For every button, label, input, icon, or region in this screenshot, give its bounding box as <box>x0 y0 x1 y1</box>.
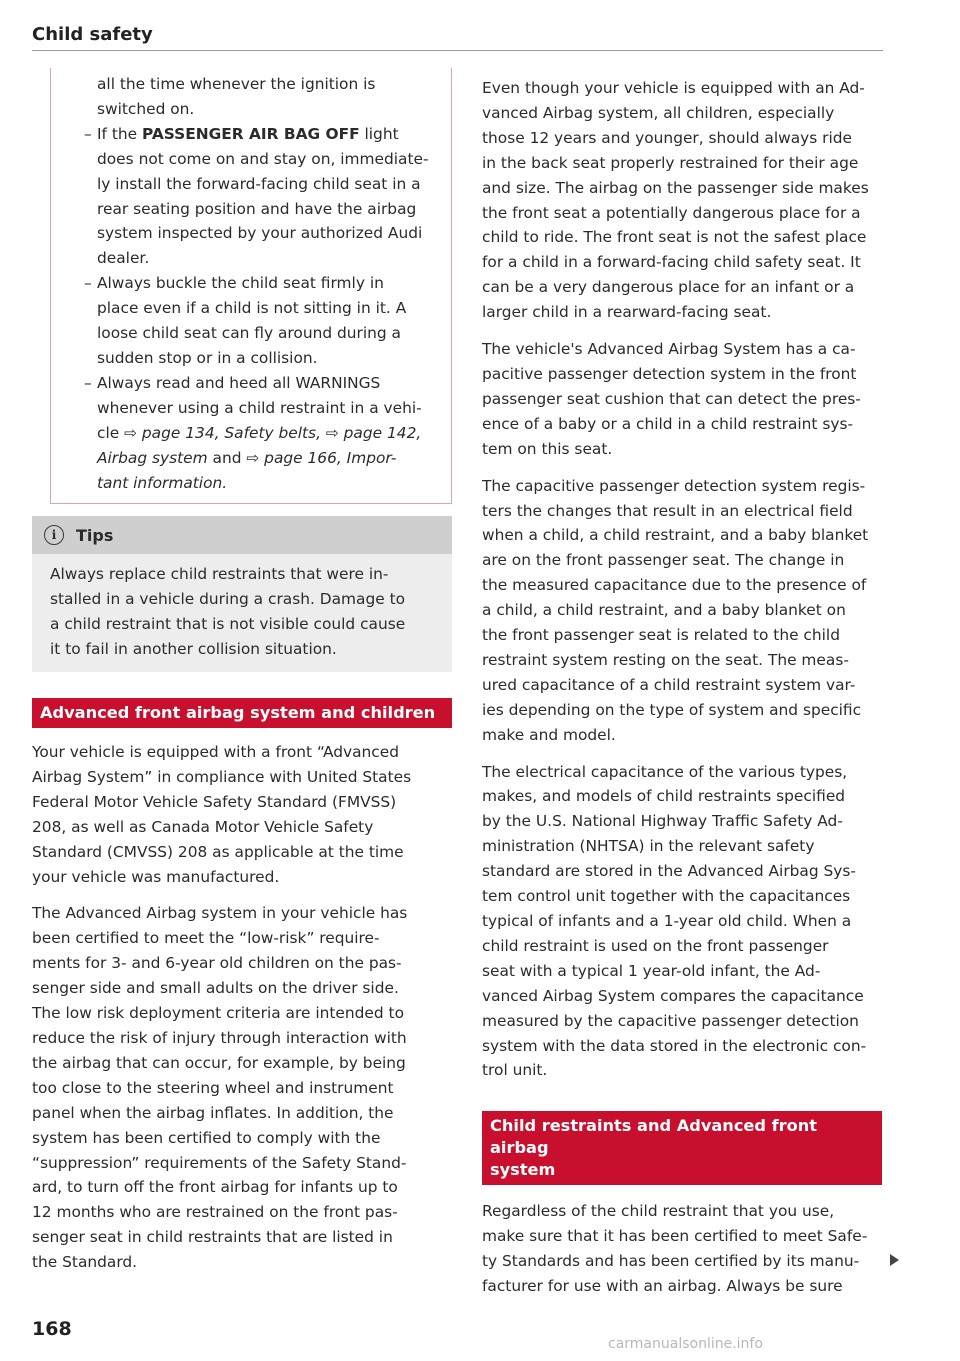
warning-line: rear seating position and have the airbag <box>97 199 417 218</box>
text-line: ministration (NHTSA) in the relevant safety <box>482 837 815 856</box>
watermark-text: carmanualsonline.info <box>608 1336 763 1352</box>
warning-item-2: – Always buckle the child seat firmly in <box>97 271 437 296</box>
warning-box <box>50 68 452 504</box>
text-line: panel when the airbag inflates. In addition, the <box>32 1103 394 1122</box>
section-heading-line: system <box>490 1160 556 1180</box>
text-line: makes, and models of child restraints specified <box>482 787 846 806</box>
text-line: ty Standards and has been certified by its manu- <box>482 1252 860 1271</box>
text-line: seat with a typical 1 year-old infant, the Ad- <box>482 961 821 980</box>
warning-line: place even if a child is not sitting in it. A <box>97 299 407 318</box>
warning-line: sudden stop or in a collision. <box>97 348 318 367</box>
warning-text: light <box>359 124 399 143</box>
text-line: Your vehicle is equipped with a front “Advanced <box>32 743 399 762</box>
text-line: Even though your vehicle is equipped with an Ad- <box>482 79 865 97</box>
text-line: ters the changes that result in an electrical field <box>482 501 853 520</box>
text-line: Federal Motor Vehicle Safety Standard (FMVSS) <box>32 792 397 811</box>
warning-line: whenever using a child restraint in a vehi- <box>97 398 422 417</box>
warning-line: system inspected by your authorized Audi <box>97 224 423 243</box>
text-line: by the U.S. National Highway Traffic Safety Ad- <box>482 812 843 831</box>
text-line: standard are stored in the Advanced Airbag Sys- <box>482 862 856 881</box>
tips-line: Always replace child restraints that were in- <box>50 565 389 584</box>
text-line: restraint system resting on the seat. The meas- <box>482 650 849 669</box>
paragraph <box>482 474 884 748</box>
text-line: typical of infants and a 1-year old child. When a <box>482 912 852 930</box>
text-line: tem on this seat. <box>482 439 613 458</box>
text-line: ard, to turn off the front airbag for infants up to <box>32 1178 398 1197</box>
text-line: the Standard. <box>32 1253 138 1272</box>
tips-line: it to fail in another collision situation. <box>50 640 337 659</box>
text-line: system with the data stored in the electronic con- <box>482 1036 867 1055</box>
text-line: those 12 years and younger, should always ride <box>482 128 853 147</box>
header-divider <box>32 50 883 51</box>
warning-continued-line: all the time whenever the ignition is <box>97 75 376 93</box>
warning-line: ly install the forward-facing child seat in a <box>97 174 421 193</box>
text-line: vanced Airbag system, all children, especially <box>482 103 835 122</box>
text-line: the measured capacitance due to the presence of <box>482 576 867 595</box>
tips-line: stalled in a vehicle during a crash. Damage to <box>50 590 406 609</box>
text-line: in the back seat properly restrained for their age <box>482 153 859 172</box>
text-line: when a child, a child restraint, and a baby blanket <box>482 526 869 545</box>
warning-text: and <box>207 448 247 467</box>
right-column <box>482 76 884 1311</box>
page-header-title: Child safety <box>32 24 153 45</box>
text-line: The electrical capacitance of the various types, <box>482 762 848 781</box>
text-line: Airbag System” in compliance with United States <box>32 767 412 786</box>
text-line: and size. The airbag on the passenger side makes <box>482 178 869 197</box>
text-line: Regardless of the child restraint that you use, <box>482 1202 835 1221</box>
warning-item-1 <box>97 122 437 147</box>
text-line: The capacitive passenger detection system regis- <box>482 476 866 495</box>
text-line: ments for 3- and 6-year old children on the pas- <box>32 954 402 973</box>
text-line: larger child in a rearward-facing seat. <box>482 303 772 322</box>
tips-box <box>32 516 452 672</box>
text-line: been certified to meet the “low-risk” require- <box>32 929 380 948</box>
text-line: child to ride. The front seat is not the safest place <box>482 228 867 247</box>
warning-line <box>97 446 437 471</box>
text-line: child restraint is used on the front passenger <box>482 936 829 955</box>
page-reference-link[interactable]: Airbag system <box>97 448 208 467</box>
text-line: The low risk deployment criteria are intended to <box>32 1004 404 1023</box>
paragraph <box>32 740 452 889</box>
paragraph <box>482 337 884 462</box>
text-line: senger side and small adults on the driver side. <box>32 979 399 998</box>
continue-arrow-icon <box>890 1254 899 1266</box>
text-line: ence of a baby or a child in a child restraint sys- <box>482 414 854 433</box>
text-line: the airbag that can occur, for example, by being <box>32 1053 406 1072</box>
text-line: pacitive passenger detection system in the front <box>482 364 857 383</box>
text-line: senger seat in child restraints that are listed in <box>32 1228 393 1247</box>
text-line: too close to the steering wheel and instrument <box>32 1078 394 1097</box>
warning-item-3: – Always read and heed all WARNINGS <box>97 371 437 396</box>
text-line: passenger seat cushion that can detect the pres- <box>482 389 861 408</box>
text-line: vanced Airbag System compares the capacitance <box>482 986 864 1005</box>
paragraph <box>482 76 884 325</box>
passenger-airbag-off-label: PASSENGER AIR BAG OFF <box>142 124 360 143</box>
page-reference-link[interactable]: tant information. <box>97 473 228 492</box>
page-number: 168 <box>32 1318 72 1340</box>
section-heading-child-restraints <box>482 1111 882 1185</box>
text-line: reduce the risk of injury through interaction with <box>32 1029 407 1047</box>
text-line: Standard (CMVSS) 208 as applicable at the time <box>32 842 404 861</box>
warning-continued-line: switched on. <box>97 99 195 118</box>
text-line: 12 months who are restrained on the front pas- <box>32 1203 398 1222</box>
warning-line: loose child seat can fly around during a <box>97 324 401 343</box>
tips-body <box>32 554 452 672</box>
paragraph <box>482 760 884 1084</box>
text-line: facturer for use with an airbag. Always be sure <box>482 1277 843 1296</box>
text-line: are on the front passenger seat. The change in <box>482 551 845 570</box>
text-line: the front seat a potentially dangerous place for a <box>482 203 861 222</box>
text-line: measured by the capacitive passenger detection <box>482 1011 859 1030</box>
text-line: “suppression” requirements of the Safety Stand- <box>32 1153 407 1172</box>
text-line: ies depending on the type of system and specific <box>482 700 862 719</box>
text-line: the front passenger seat is related to the child <box>482 626 840 645</box>
text-line: ured capacitance of a child restraint system var- <box>482 675 856 694</box>
paragraph <box>32 901 452 1275</box>
text-line: trol unit. <box>482 1061 548 1080</box>
tips-line: a child restraint that is not visible could cause <box>50 615 406 634</box>
text-line: system has been certified to comply with the <box>32 1128 381 1147</box>
text-line: The Advanced Airbag system in your vehicle has <box>32 904 408 923</box>
tips-label: Tips <box>76 525 114 545</box>
text-line: a child, a child restraint, and a baby blanket on <box>482 601 846 620</box>
left-column <box>32 76 452 1287</box>
text-line: your vehicle was manufactured. <box>32 867 280 886</box>
text-line: 208, as well as Canada Motor Vehicle Safety <box>32 817 374 836</box>
text-line: can be a very dangerous place for an infant or a <box>482 278 855 297</box>
text-line: make sure that it has been certified to meet Safe- <box>482 1227 868 1246</box>
warning-text: If the <box>97 124 142 143</box>
warning-text: cle <box>97 423 125 442</box>
section-heading-advanced-airbag: Advanced front airbag system and children <box>32 698 452 728</box>
warning-line: dealer. <box>97 249 150 268</box>
page-reference-link[interactable]: ⇨ page 166, Impor- <box>246 448 397 467</box>
paragraph <box>482 1199 884 1299</box>
text-line: for a child in a forward-facing child safety seat. It <box>482 253 861 272</box>
warning-line <box>97 421 437 446</box>
page-reference-link[interactable]: ⇨ page 134, Safety belts, ⇨ page 142, <box>124 423 422 442</box>
warning-line: does not come on and stay on, immediate- <box>97 149 429 168</box>
text-line: The vehicle's Advanced Airbag System has a ca- <box>482 340 856 359</box>
text-line: tem control unit together with the capacitances <box>482 887 851 906</box>
section-heading-line: Child restraints and Advanced front airbag <box>490 1116 818 1158</box>
tips-header <box>32 516 452 554</box>
text-line: make and model. <box>482 725 616 744</box>
info-icon: i <box>44 525 64 545</box>
